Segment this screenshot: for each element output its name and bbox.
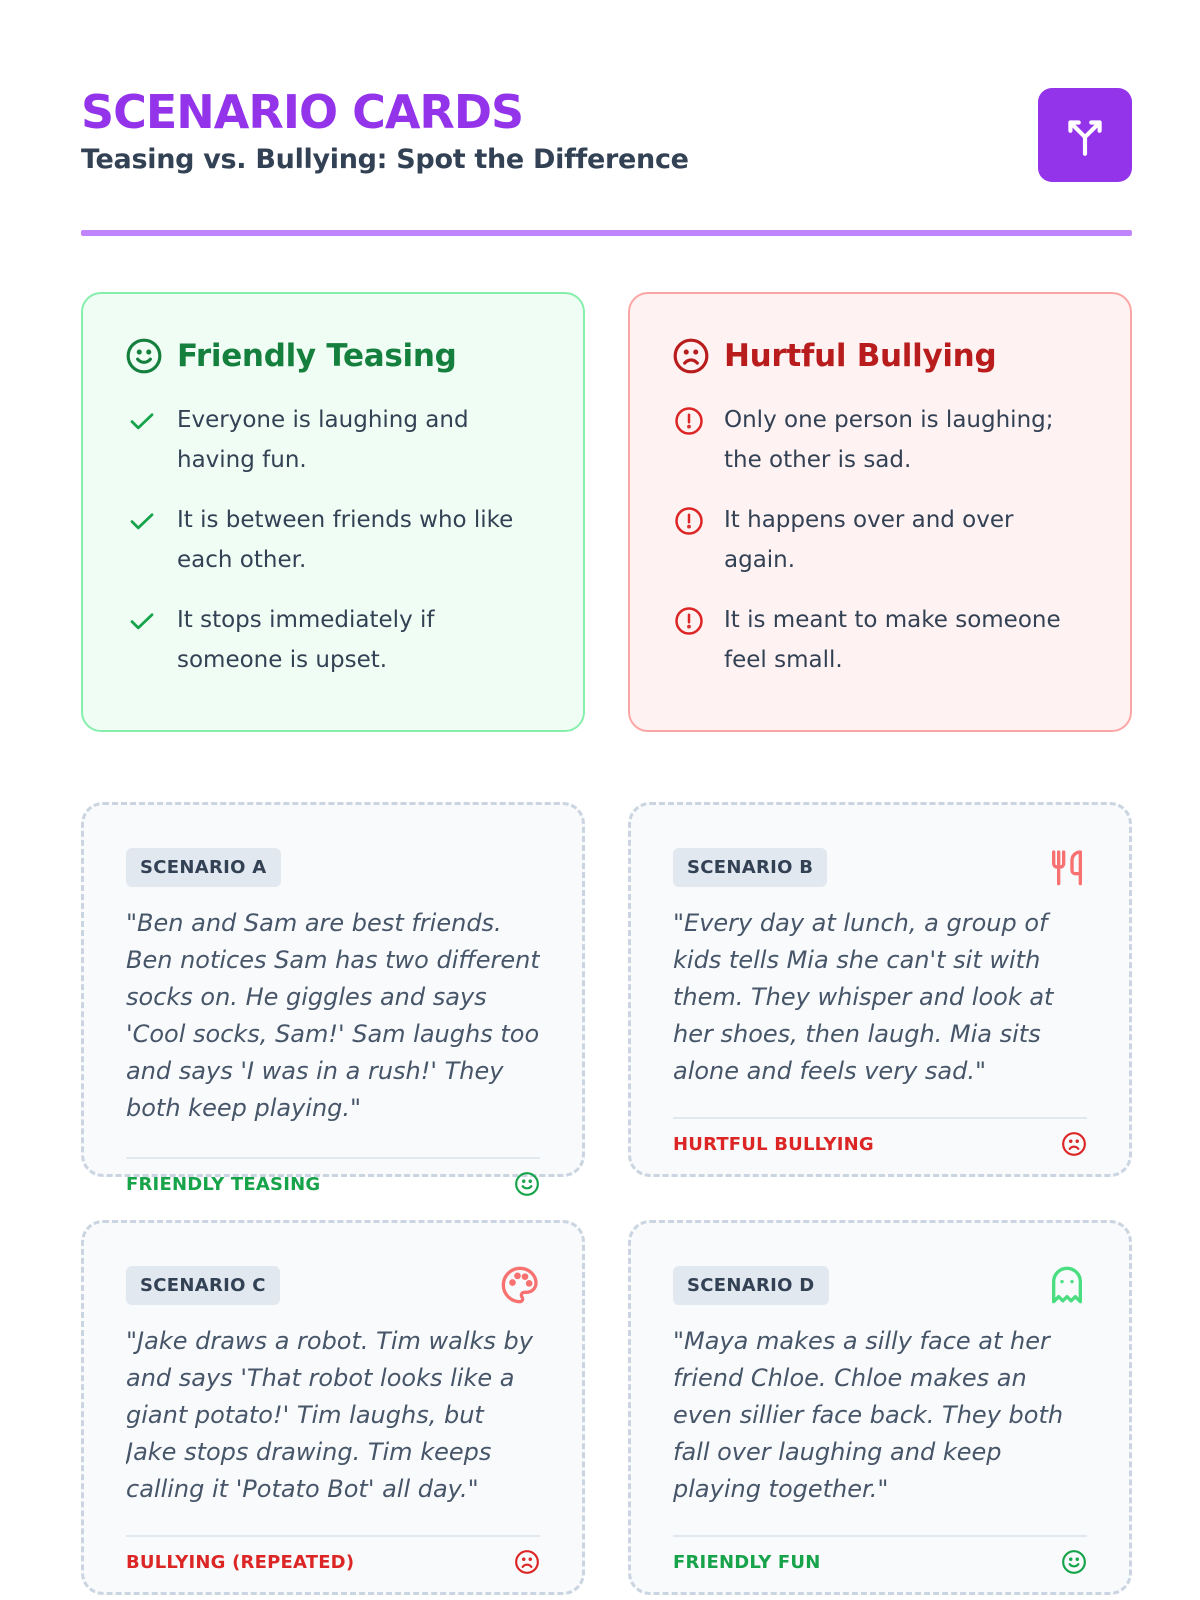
frown-icon: [1061, 1131, 1087, 1157]
scenario-card-header: [673, 847, 1087, 887]
list-item: [125, 500, 543, 580]
smile-icon: [1061, 1549, 1087, 1575]
scenario-card-d: [628, 1220, 1132, 1595]
scenario-badge: SCENARIO D: [673, 1266, 829, 1305]
list-item-text: It is between friends who like each other.: [177, 507, 514, 573]
scenario-quote: "Every day at lunch, a group of kids tells Mia she can't sit with them. They whisper and look at her shoes, then laugh. Mia sits alone and feels very sad.": [673, 909, 1054, 1085]
list-item-text: It is meant to make someone feel small.: [724, 607, 1061, 673]
frown-icon: [672, 337, 710, 375]
alert-circle-icon: [672, 504, 706, 538]
scenario-answer: [126, 1157, 540, 1197]
scenario-quote: "Jake draws a robot. Tim walks by and says 'That robot looks like a giant potato!' Tim laughs, but Jake stops drawing. Tim keeps calling it 'Potato Bot' all day.": [126, 1327, 533, 1503]
hurtful-bullying-title: Hurtful Bullying: [724, 338, 997, 374]
list-item-text: Everyone is laughing and having fun.: [177, 407, 469, 473]
smile-icon: [514, 1171, 540, 1197]
scenario-answer: [673, 1535, 1087, 1575]
scenario-answer: [673, 1117, 1087, 1157]
page-subtitle: Teasing vs. Bullying: Spot the Difference: [81, 144, 689, 175]
scenario-quote: "Maya makes a silly face at her friend Chloe. Chloe makes an even sillier face back. They both fall over laughing and keep playing together.": [673, 1327, 1064, 1503]
friendly-teasing-header: [125, 336, 543, 376]
split-arrows-icon: [1060, 110, 1110, 160]
list-item-text: It stops immediately if someone is upset.: [177, 607, 435, 673]
scenario-answer: [126, 1535, 540, 1575]
logo-badge: [1038, 88, 1132, 182]
alert-circle-icon: [672, 604, 706, 638]
smile-icon: [125, 337, 163, 375]
scenario-card-header: [126, 847, 540, 887]
hurtful-bullying-list: [672, 400, 1090, 680]
scenario-card-header: [673, 1265, 1087, 1305]
scenario-card-b: [628, 802, 1132, 1177]
answer-label: HURTFUL BULLYING: [673, 1133, 874, 1155]
friendly-teasing-list: [125, 400, 543, 680]
answer-label: FRIENDLY FUN: [673, 1551, 821, 1573]
utensils-icon: [1047, 847, 1087, 887]
scenario-card-a: [81, 802, 585, 1195]
list-item: [672, 500, 1090, 580]
friendly-teasing-title: Friendly Teasing: [177, 338, 457, 374]
scenario-badge: SCENARIO C: [126, 1266, 280, 1305]
scenario-badge: SCENARIO B: [673, 848, 827, 887]
palette-icon: [500, 1265, 540, 1305]
check-icon: [125, 404, 159, 438]
list-item: [672, 600, 1090, 680]
list-item: [672, 400, 1090, 480]
scenario-card-header: [126, 1265, 540, 1305]
page-header: [81, 84, 1132, 184]
answer-label: FRIENDLY TEASING: [126, 1173, 321, 1195]
header-divider: [81, 230, 1132, 236]
scenario-quote: "Ben and Sam are best friends. Ben notices Sam has two different socks on. He giggles and says 'Cool socks, Sam!' Sam laughs too and says 'I was in a rush!' They both keep playing.": [126, 909, 540, 1122]
ghost-icon: [1047, 1265, 1087, 1305]
alert-circle-icon: [672, 404, 706, 438]
check-icon: [125, 504, 159, 538]
hurtful-bullying-header: [672, 336, 1090, 376]
list-item-text: Only one person is laughing; the other is sad.: [724, 407, 1054, 473]
scenario-card-c: [81, 1220, 585, 1595]
frown-icon: [514, 1549, 540, 1575]
check-icon: [125, 604, 159, 638]
hurtful-bullying-card: [628, 292, 1132, 732]
scenario-badge: SCENARIO A: [126, 848, 281, 887]
list-item: [125, 400, 543, 480]
friendly-teasing-card: [81, 292, 585, 732]
list-item-text: It happens over and over again.: [724, 507, 1014, 573]
page-title: SCENARIO CARDS: [81, 85, 524, 139]
list-item: [125, 600, 543, 680]
answer-label: BULLYING (REPEATED): [126, 1551, 355, 1573]
